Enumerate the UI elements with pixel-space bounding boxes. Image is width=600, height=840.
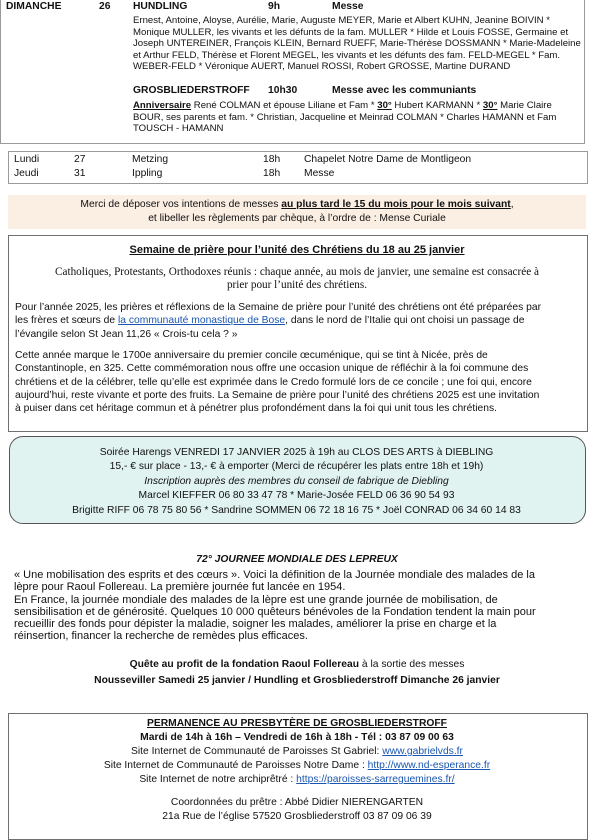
lepreux-line: sensibilisation et de générosité. Quelques 10 000 quêteurs bénévoles de la Fondation tendent la main pour <box>14 605 536 618</box>
site-notredame <box>8 760 586 772</box>
g-text: Hubert KARMANN * <box>391 100 483 111</box>
lepreux-line: En France, la journée mondiale des malades de la lèpre est une grande journée de mobilisation, de <box>14 593 498 606</box>
intentions-line-1 <box>8 199 586 211</box>
trentieme-badge: 30° <box>377 100 392 111</box>
hundling-line: Joseph UNTEREINER, François KLEIN, Bernard RUEFF, Marie-Thérèse DOSSMANN * Marie-Madeleine <box>133 38 581 50</box>
hundling-line: Monique MULLER, les vivants et les défunts de la fam. MULLER * Hilde et Louis FOSSE, Germaine et <box>133 26 569 38</box>
bose-community-link[interactable]: la communauté monastique de Bose <box>118 315 286 327</box>
row-date: 31 <box>74 168 86 179</box>
priere-p2-line: à puiser dans cet héritage commun et à pénétrer plus profondément dans la foi qui unit tous les chrétiens. <box>15 403 497 415</box>
harengs-line: Inscription auprès des membres du conseil de fabrique de Diebling <box>144 475 449 487</box>
priere-intro-line: prier pour l’unité des chrétiens. <box>226 279 368 292</box>
site-label: Site Internet de Communauté de Paroisses Notre Dame : <box>103 760 368 771</box>
lepreux-line: lèpre pour Raoul Follereau. La première journée fut lancée en 1954. <box>14 581 346 594</box>
quete-text: à la sortie des messes <box>359 659 465 670</box>
site-archipretre <box>8 774 586 786</box>
hundling-line: et Arthur FELD, Thérèse et Florent MEGEL, les vivants et les défunts des fam. FELD-MEGEL * Fam. <box>133 49 561 61</box>
lepreux-line: recueillir des fonds pour dépister la maladie, soigner les malades, améliorer la prise en charge et la <box>14 618 497 631</box>
priere-paragraph-2 <box>15 349 583 415</box>
site-label: Site Internet de Communauté de Paroisses St Gabriel: <box>131 746 383 757</box>
pretre-coords: Coordonnées du prêtre : Abbé Didier NIERENGARTEN <box>170 797 424 808</box>
grosbliederstroff-time: 10h30 <box>268 85 298 96</box>
row-time: 18h <box>263 154 281 165</box>
grosbliederstroff-intentions <box>133 100 583 135</box>
harengs-line: Brigitte RIFF 06 78 75 80 56 * Sandrine SOMMEN 06 72 18 16 75 * Joël CONRAD 06 34 60 14 83 <box>72 504 521 516</box>
g-line-2: BOUR, ses parents et fam. * Christian, Jacqueline et Meinrad COLMAN * Charles HAMANN et Fam <box>133 111 557 123</box>
priere-intro-line: Catholiques, Protestants, Orthodoxes réunis : chaque année, au mois de janvier, une semaine est consacrée à <box>55 266 539 278</box>
priere-p2-line: chrétiens et de la célébrer, telle qu’elle est exprimée dans le Credo formulé lors de ce concile ; une foi qui, encore <box>15 376 532 388</box>
harengs-line: Marcel KIEFFER 06 80 33 47 78 * Marie-Josée FELD 06 36 90 54 93 <box>138 490 455 502</box>
row-desc: Messe <box>304 168 335 179</box>
intentions-line-2: et libeller les règlements par chèque, à l’ordre de : Mense Curiale <box>148 213 446 224</box>
hundling-type: Messe <box>332 1 364 12</box>
priere-text: , dans le nord de l’Italie qui ont choisi un passage de <box>285 315 525 327</box>
priere-paragraph-1 <box>15 301 583 341</box>
sunday-date: 26 <box>99 1 111 12</box>
weekday-schedule-box <box>8 151 588 184</box>
priere-p2-line: Constantinople, en 325. Cette commémoration nous offre une occasion unique de réfléchir à la foi commune des <box>15 363 529 375</box>
priere-intro <box>8 266 586 293</box>
row-place: Metzing <box>132 154 169 165</box>
permanence-title: PERMANENCE AU PRESBYTÈRE DE GROSBLIEDERSTROFF <box>147 718 447 729</box>
site-stgabriel <box>8 746 586 758</box>
soiree-harengs-text <box>9 446 584 518</box>
harengs-line: Soirée Harengs VENREDI 17 JANVIER 2025 à 19h au CLOS DES ARTS à DIEBLING <box>99 447 494 458</box>
pretre-address: 21a Rue de l’église 57520 Grosbliederstroff 03 87 09 06 39 <box>162 811 432 822</box>
intentions-text: Merci de déposer vos intentions de messes <box>80 199 282 210</box>
hundling-line: WEBER-FELD * Véronique AUERT, Manuel ROSSI, Robert GROSSE, Martine DURAND <box>133 61 511 73</box>
grosbliederstroff-type: Messe avec les communiants <box>332 85 477 96</box>
hundling-intentions <box>133 15 583 73</box>
grosbliederstroff-place: GROSBLIEDERSTROFF <box>133 85 250 96</box>
permanence-hours: Mardi de 14h à 16h – Vendredi de 16h à 18h - Tél : 03 87 09 00 63 <box>140 732 454 743</box>
trentieme-badge: 30° <box>482 100 498 111</box>
priere-title: Semaine de prière pour l’unité des Chrétiens du 18 au 25 janvier <box>129 244 465 256</box>
row-date: 27 <box>74 154 86 165</box>
row-time: 18h <box>263 168 281 179</box>
notredame-link[interactable]: http://www.nd-esperance.fr <box>367 760 491 771</box>
lepreux-title: 72° JOURNEE MONDIALE DES LEPREUX <box>196 554 398 565</box>
priere-p1-line <box>15 314 583 327</box>
hundling-line: Ernest, Antoine, Aloyse, Aurélie, Marie, Auguste MEYER, Marie et Albert KUHN, Jeanine BOIVIN * <box>133 15 550 26</box>
anniversaire-label: Anniversaire <box>133 100 192 111</box>
hundling-place: HUNDLING <box>133 1 188 12</box>
lepreux-line: réinsertion, financer la recherche de remèdes plus efficaces. <box>14 630 308 643</box>
priere-p2-line: aujourd’hui, reste vivante et porte des fruits. La Semaine de prière pour l’unité des chrétiens 2025 est une invitation <box>15 389 540 401</box>
row-day: Lundi <box>14 154 40 165</box>
quete-line <box>8 659 586 671</box>
stgabriel-link[interactable]: www.gabrielvds.fr <box>382 746 463 757</box>
g-line-3: TOUSCH - HAMANN <box>133 123 224 135</box>
archipretre-link[interactable]: https://paroisses-sarreguemines.fr/ <box>296 774 455 785</box>
priere-text: les frères et sœurs de <box>15 315 118 327</box>
row-desc: Chapelet Notre Dame de Montligeon <box>304 154 472 165</box>
row-day: Jeudi <box>14 168 39 179</box>
sunday-day: DIMANCHE <box>6 1 62 12</box>
quete-dates: Nousseviller Samedi 25 janvier / Hundling et Grosbliederstroff Dimanche 26 janvier <box>94 675 500 686</box>
priere-p1-line: Pour l’année 2025, les prières et réflexions de la Semaine de prière pour l’unité des chrétiens ont été préparées par <box>15 302 542 313</box>
g-text: Marie Claire <box>497 100 552 111</box>
site-label: Site Internet de notre archiprêtré : <box>139 774 297 785</box>
g-text: René COLMAN et épouse Liliane et Fam * <box>191 100 378 111</box>
g-line-1 <box>133 100 583 112</box>
lepreux-line: « Une mobilisation des esprits et des cœurs ». Voici la définition de la Journée mondiale des malades de la <box>14 569 535 581</box>
harengs-line: 15,- € sur place - 13,- € à emporter (Merci de récupérer les plats entre 18h et 19h) <box>109 461 484 473</box>
lepreux-text <box>14 569 586 643</box>
row-place: Ippling <box>132 168 163 179</box>
priere-p1-line: l’évangile selon St Jean 11,26 « Crois-tu cela ? » <box>15 328 238 340</box>
intentions-text: , <box>510 199 514 210</box>
intentions-deadline: au plus tard le 15 du mois pour le mois suivant <box>281 199 511 210</box>
priere-p2-line: Cette année marque le 1700e anniversaire du premier concile œcuménique, qui se tint à Nicée, près de <box>15 350 488 361</box>
hundling-time: 9h <box>268 1 281 12</box>
quete-title: Quête au profit de la fondation Raoul Follereau <box>129 659 360 670</box>
